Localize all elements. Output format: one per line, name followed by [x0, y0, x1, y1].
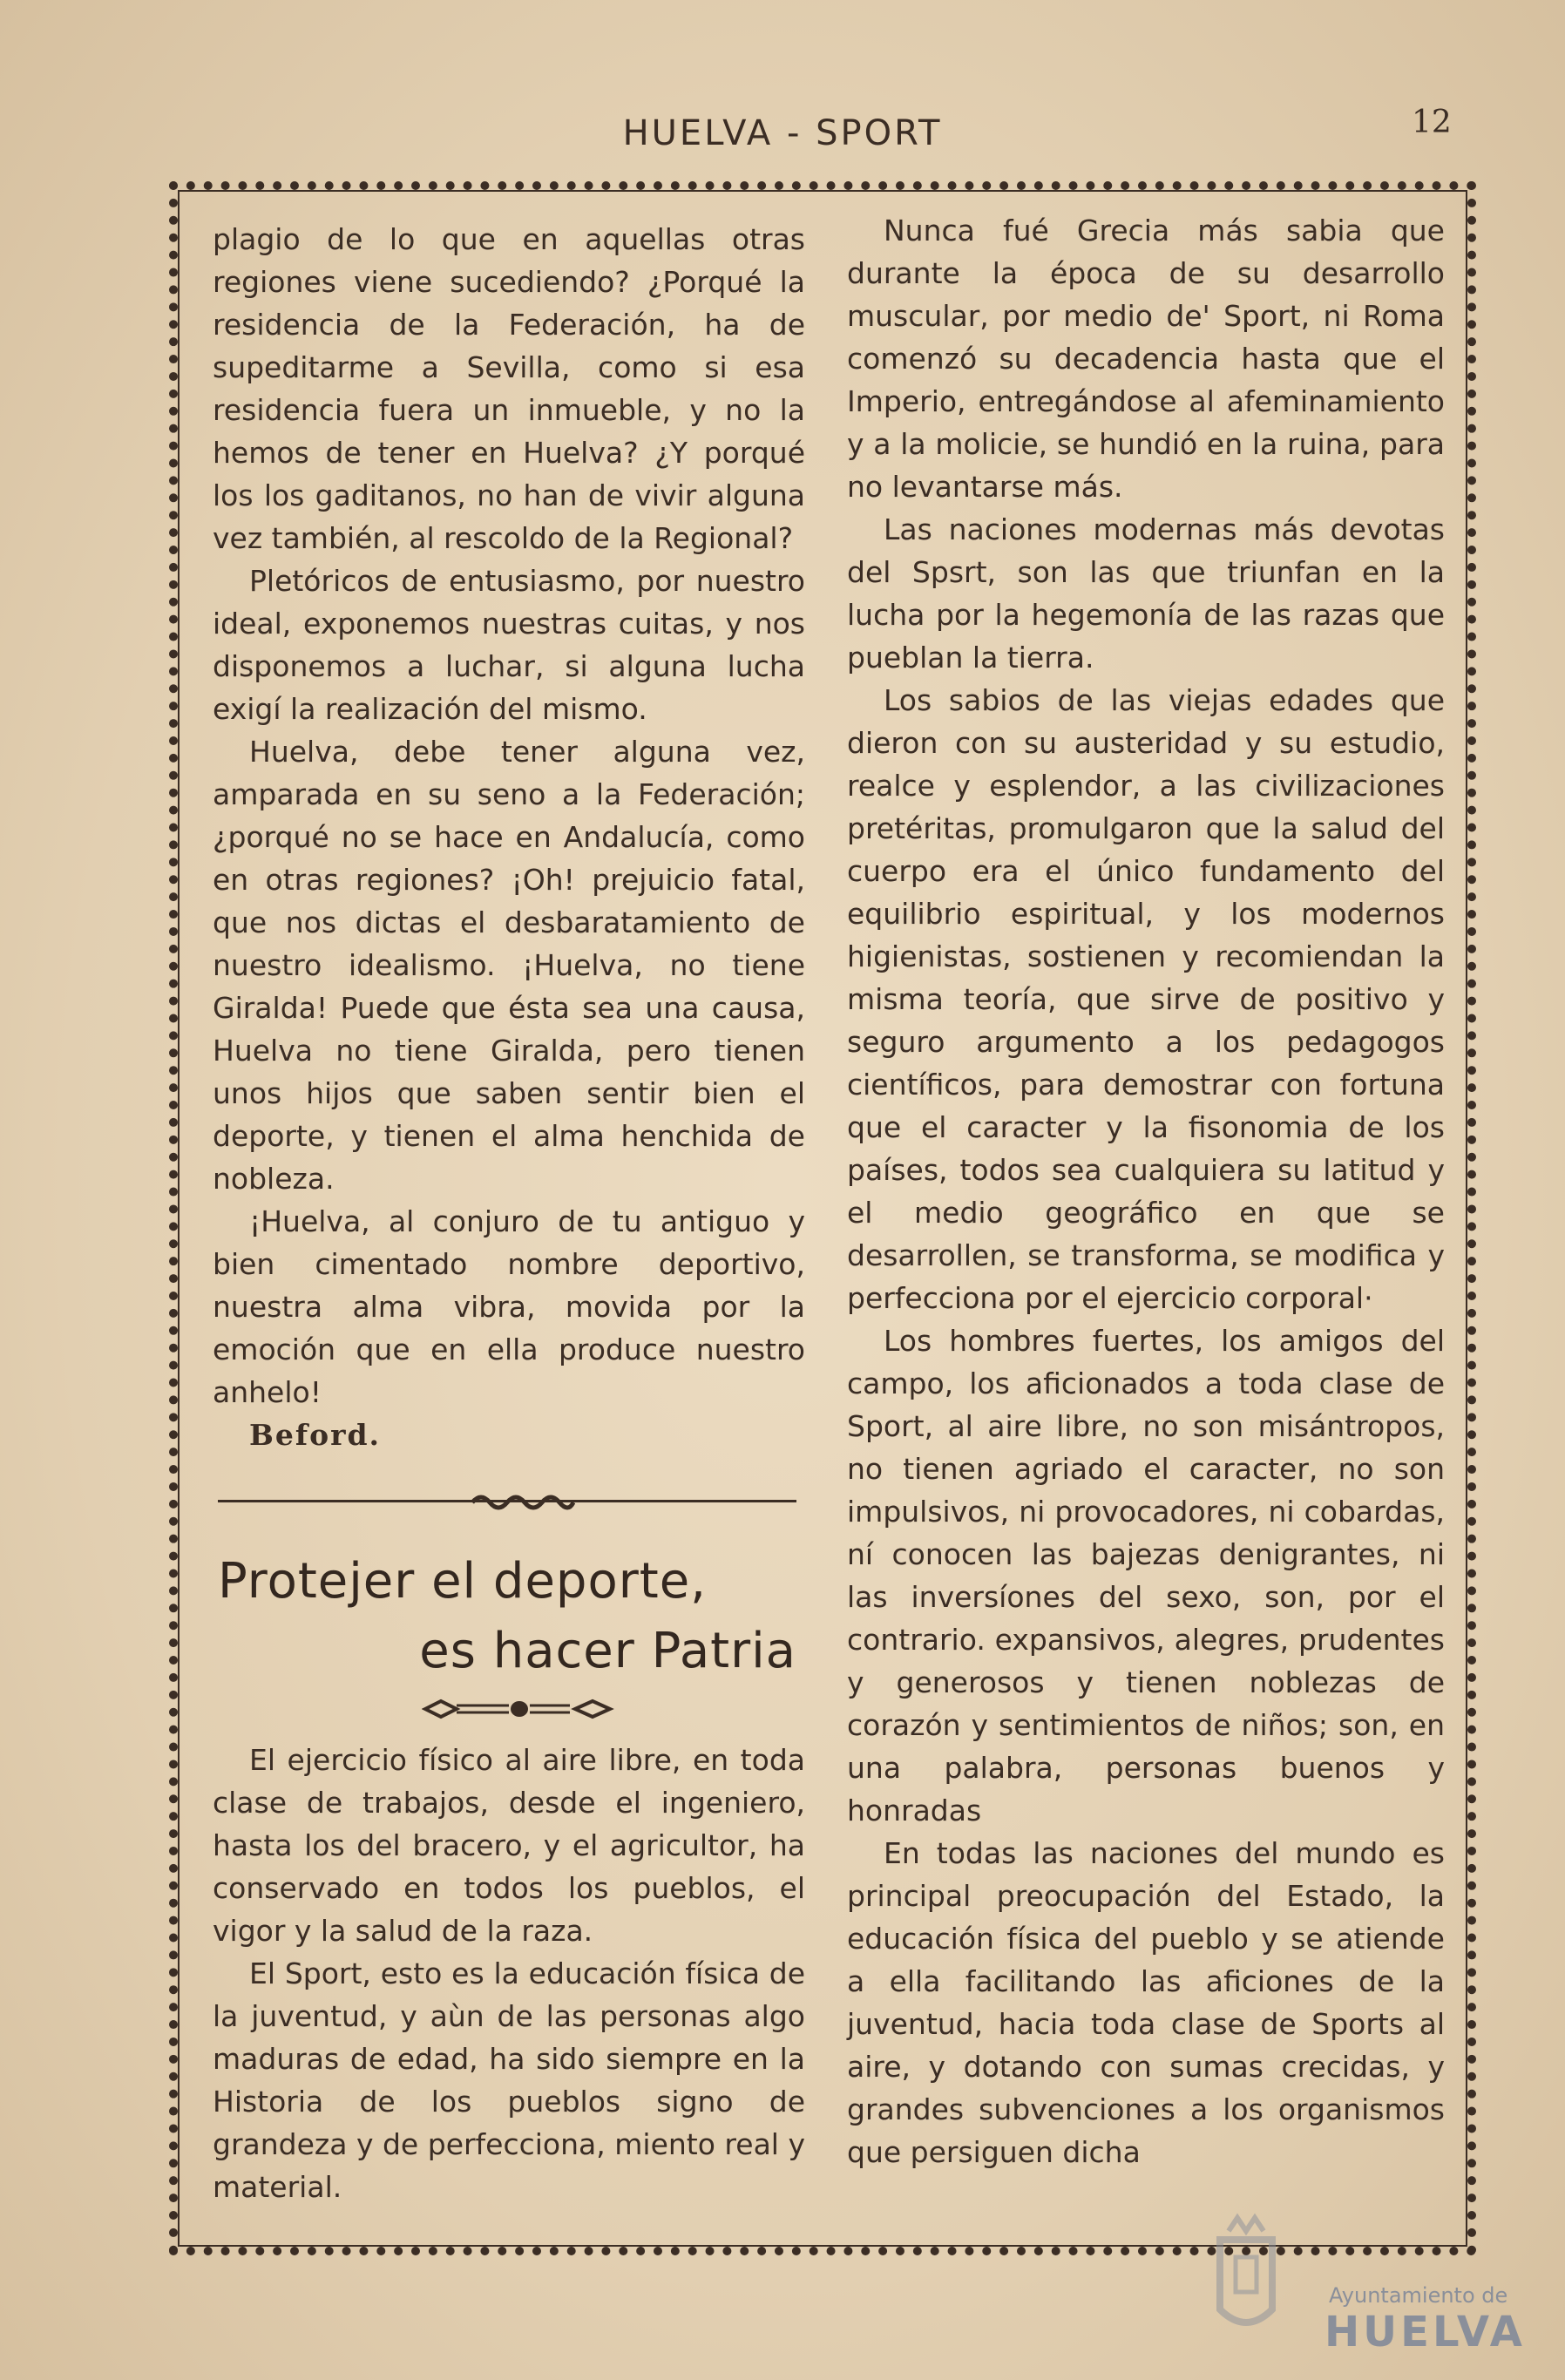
- left-column: [213, 218, 805, 2208]
- right-paragraph: En todas las naciones del mundo es principal preocupación del Estado, la educación física del pueblo y se atiende a ella facilitando las aficiones de la juventud, hacia toda clase de Sports al aire, y dotando con sumas crecidas, y grandes subvenciones a los organismos que persiguen dicha: [847, 1836, 1445, 2169]
- article-paragraph: El Sport, esto es la educación física de la juventud, y aùn de las personas algo maduras de edad, ha sido siempre en la Historia de los pueblos signo de grandeza y de perfecciona, miento real y material.: [213, 1956, 805, 2204]
- article-title-line-2: es hacer Patria: [419, 1623, 796, 1679]
- right-column: [847, 209, 1445, 2173]
- page-header-title: HUELVA - SPORT: [622, 113, 943, 153]
- left-paragraph: Pletóricos de entusiasmo, por nuestro ideal, exponemos nuestras cuitas, y nos disponemos a luchar, si alguna lucha exigí la realización del mismo.: [213, 564, 805, 726]
- page-number: 12: [1412, 105, 1452, 140]
- title-ornament-icon: [422, 1692, 622, 1726]
- left-paragraph: Huelva, debe tener alguna vez, amparada en su seno a la Federación; ¿porqué no se hace en Andalucía, como en otras regiones? ¡Oh! prejuicio fatal, que nos dictas el desbaratamiento de nuestro idealismo. ¡Huelva, no tiene Giralda! Puede que ésta sea una causa, Huelva no tiene Giralda, pero tienen unos hijos que saben sentir bien el deporte, y tienen el alma henchida de nobleza.: [213, 735, 805, 1196]
- article-paragraph: El ejercicio físico al aire libre, en toda clase de trabajos, desde el ingeniero, hasta los del bracero, y el agricultor, ha conservado en todos los pueblos, el vigor y la salud de la raza.: [213, 1743, 805, 1948]
- author-signature: Beford.: [249, 1418, 382, 1452]
- watermark-text-top: Ayuntamiento de: [1329, 2283, 1508, 2308]
- article-title-line-1: Protejer el deporte,: [218, 1553, 707, 1610]
- watermark-text-bottom: HUELVA: [1324, 2308, 1526, 2356]
- left-paragraph: ¡Huelva, al conjuro de tu antiguo y bien cimentado nombre deportivo, nuestra alma vibra, movida por la emoción que en ella produce nuestro anhelo!: [213, 1204, 805, 1409]
- right-paragraph: Nunca fué Grecia más sabia que durante la época de su desarrollo muscular, por medio de' Sport, ni Roma comenzó su decadencia hasta que el Imperio, entregándose al afeminamiento y a la molicie, se hundió en la ruina, para no levantarse más.: [847, 214, 1445, 504]
- right-paragraph: Los sabios de las viejas edades que dieron con su austeridad y su estudio, realce y esplendor, a las civilizaciones pretéritas, promulgaron que la salud del cuerpo era el único fundamento del equilibrio espiritual, y los modernos higienistas, sostienen y recomiendan la misma teoría, que sirve de positivo y seguro argumento a los pedagogos científicos, para demostrar con fortuna que el caracter y la fisonomia de los países, todos sea cualquiera su latitud y el medio geográfico en que se desarrollen, se transforma, se modifica y perfecciona por el ejercicio corporal·: [847, 683, 1445, 1315]
- right-paragraph: Los hombres fuertes, los amigos del campo, los aficionados a toda clase de Sport, al aire libre, no son misántropos, no tienen agriado el caracter, no son impulsivos, ni provocadores, ni cobardas, ní conocen las bajezas denigrantes, ni las inversíones del sexo, son, por el contrario. expansivos, alegres, prudentes y generosos y tienen noblezas de corazón y sentimientos de niños; son, en una palabra, personas buenos y honradas: [847, 1324, 1445, 1827]
- section-divider: [218, 1488, 796, 1514]
- right-paragraph: Las naciones modernas más devotas del Spsrt, son las que triunfan en la lucha por la hegemonía de las razas que pueblan la tierra.: [847, 512, 1445, 675]
- divider-wave-ornament: [471, 1488, 575, 1514]
- left-paragraph: plagio de lo que en aquellas otras regiones viene sucediendo? ¿Porqué la residencia de la Federación, ha de supeditarme a Sevilla, como si esa residencia fuera un inmueble, y no la hemos de tener en Huelva? ¿Y porqué los los gaditanos, no han de vivir alguna vez también, al rescoldo de la Regional?: [213, 222, 805, 555]
